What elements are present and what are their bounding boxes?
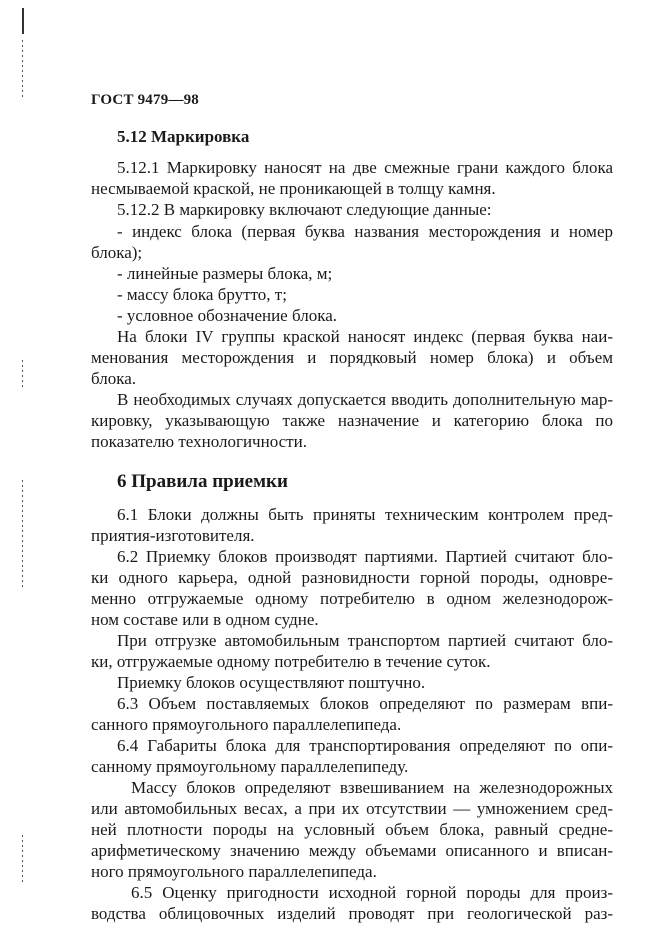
margin-scan-mark bbox=[22, 40, 23, 100]
paragraph-line: При отгрузке автомобильным транспортом партией считают бло- bbox=[117, 631, 613, 650]
paragraph-line: ного прямоугольного параллелепипеда. bbox=[91, 862, 377, 881]
section-title-marking: 5.12 Маркировка bbox=[117, 127, 250, 146]
list-item-line: - индекс блока (первая буква названия месторождения и номер bbox=[117, 222, 613, 241]
paragraph-line: 5.12.2 В маркировку включают следующие данные: bbox=[117, 200, 492, 219]
margin-scan-mark bbox=[22, 835, 23, 885]
paragraph-line: 5.12.1 Маркировку наносят на две смежные грани каждого блока bbox=[117, 158, 613, 177]
paragraph-line: санного прямоугольного параллелепипеда. bbox=[91, 715, 402, 734]
paragraph-line: блока. bbox=[91, 369, 137, 388]
paragraph-line: ном составе или в одном судне. bbox=[91, 610, 319, 629]
paragraph-line: показателю технологичности. bbox=[91, 432, 307, 451]
paragraph-line: или автомобильных весах, а при их отсутствии — умножением сред- bbox=[91, 799, 613, 818]
paragraph-line: несмываемой краской, не проникающей в толщу камня. bbox=[91, 179, 496, 198]
margin-scan-mark bbox=[22, 480, 23, 590]
paragraph-line: 6.5 Оценку пригодности исходной горной породы для произ- bbox=[131, 883, 613, 902]
paragraph-line: Приемку блоков осуществляют поштучно. bbox=[117, 673, 426, 692]
list-item-line: блока); bbox=[91, 243, 143, 262]
paragraph-line: ки одного карьера, одной разновидности горной породы, одновре- bbox=[91, 568, 613, 587]
paragraph-line: менования месторождения и порядковый номер блока) и объем bbox=[91, 348, 613, 367]
paragraph-line: арифметическому значению между объемами описанного и вписан- bbox=[91, 841, 613, 860]
paragraph-line: На блоки IV группы краской наносят индекс (первая буква наи- bbox=[117, 327, 613, 346]
paragraph-line: ки, отгружаемые одному потребителю в течение суток. bbox=[91, 652, 491, 671]
list-item-line: - линейные размеры блока, м; bbox=[117, 264, 333, 283]
paragraph-line: кировку, указывающую также назначение и категорию блока по bbox=[91, 411, 613, 430]
margin-scan-mark bbox=[22, 360, 23, 388]
paragraph-line: 6.2 Приемку блоков производят партиями. Партией считают бло- bbox=[117, 547, 613, 566]
paragraph-line: 6.4 Габариты блока для транспортирования определяют по опи- bbox=[117, 736, 613, 755]
paragraph-line: водства облицовочных изделий проводят при геологической раз- bbox=[91, 904, 613, 923]
paragraph-line: В необходимых случаях допускается вводить дополнительную мар- bbox=[117, 390, 613, 409]
paragraph-line: Массу блоков определяют взвешиванием на железнодорожных bbox=[131, 778, 613, 797]
paragraph-line: приятия-изготовителя. bbox=[91, 526, 255, 545]
document-code-header: ГОСТ 9479—98 bbox=[91, 92, 200, 108]
paragraph-line: ней плотности породы на условный объем блока, равный средне- bbox=[91, 820, 613, 839]
paragraph-line: 6.1 Блоки должны быть приняты техническим контролем пред- bbox=[117, 505, 613, 524]
list-item-line: - массу блока брутто, т; bbox=[117, 285, 287, 304]
list-item-line: - условное обозначение блока. bbox=[117, 306, 337, 325]
paragraph-line: менно отгружаемые одному потребителю в одном железнодорож- bbox=[91, 589, 613, 608]
section-title-acceptance: 6 Правила приемки bbox=[117, 471, 288, 492]
paragraph-line: санному прямоугольному параллелепипеду. bbox=[91, 757, 409, 776]
paragraph-line: 6.3 Объем поставляемых блоков определяют по размерам впи- bbox=[117, 694, 613, 713]
binding-edge-mark bbox=[22, 8, 24, 34]
